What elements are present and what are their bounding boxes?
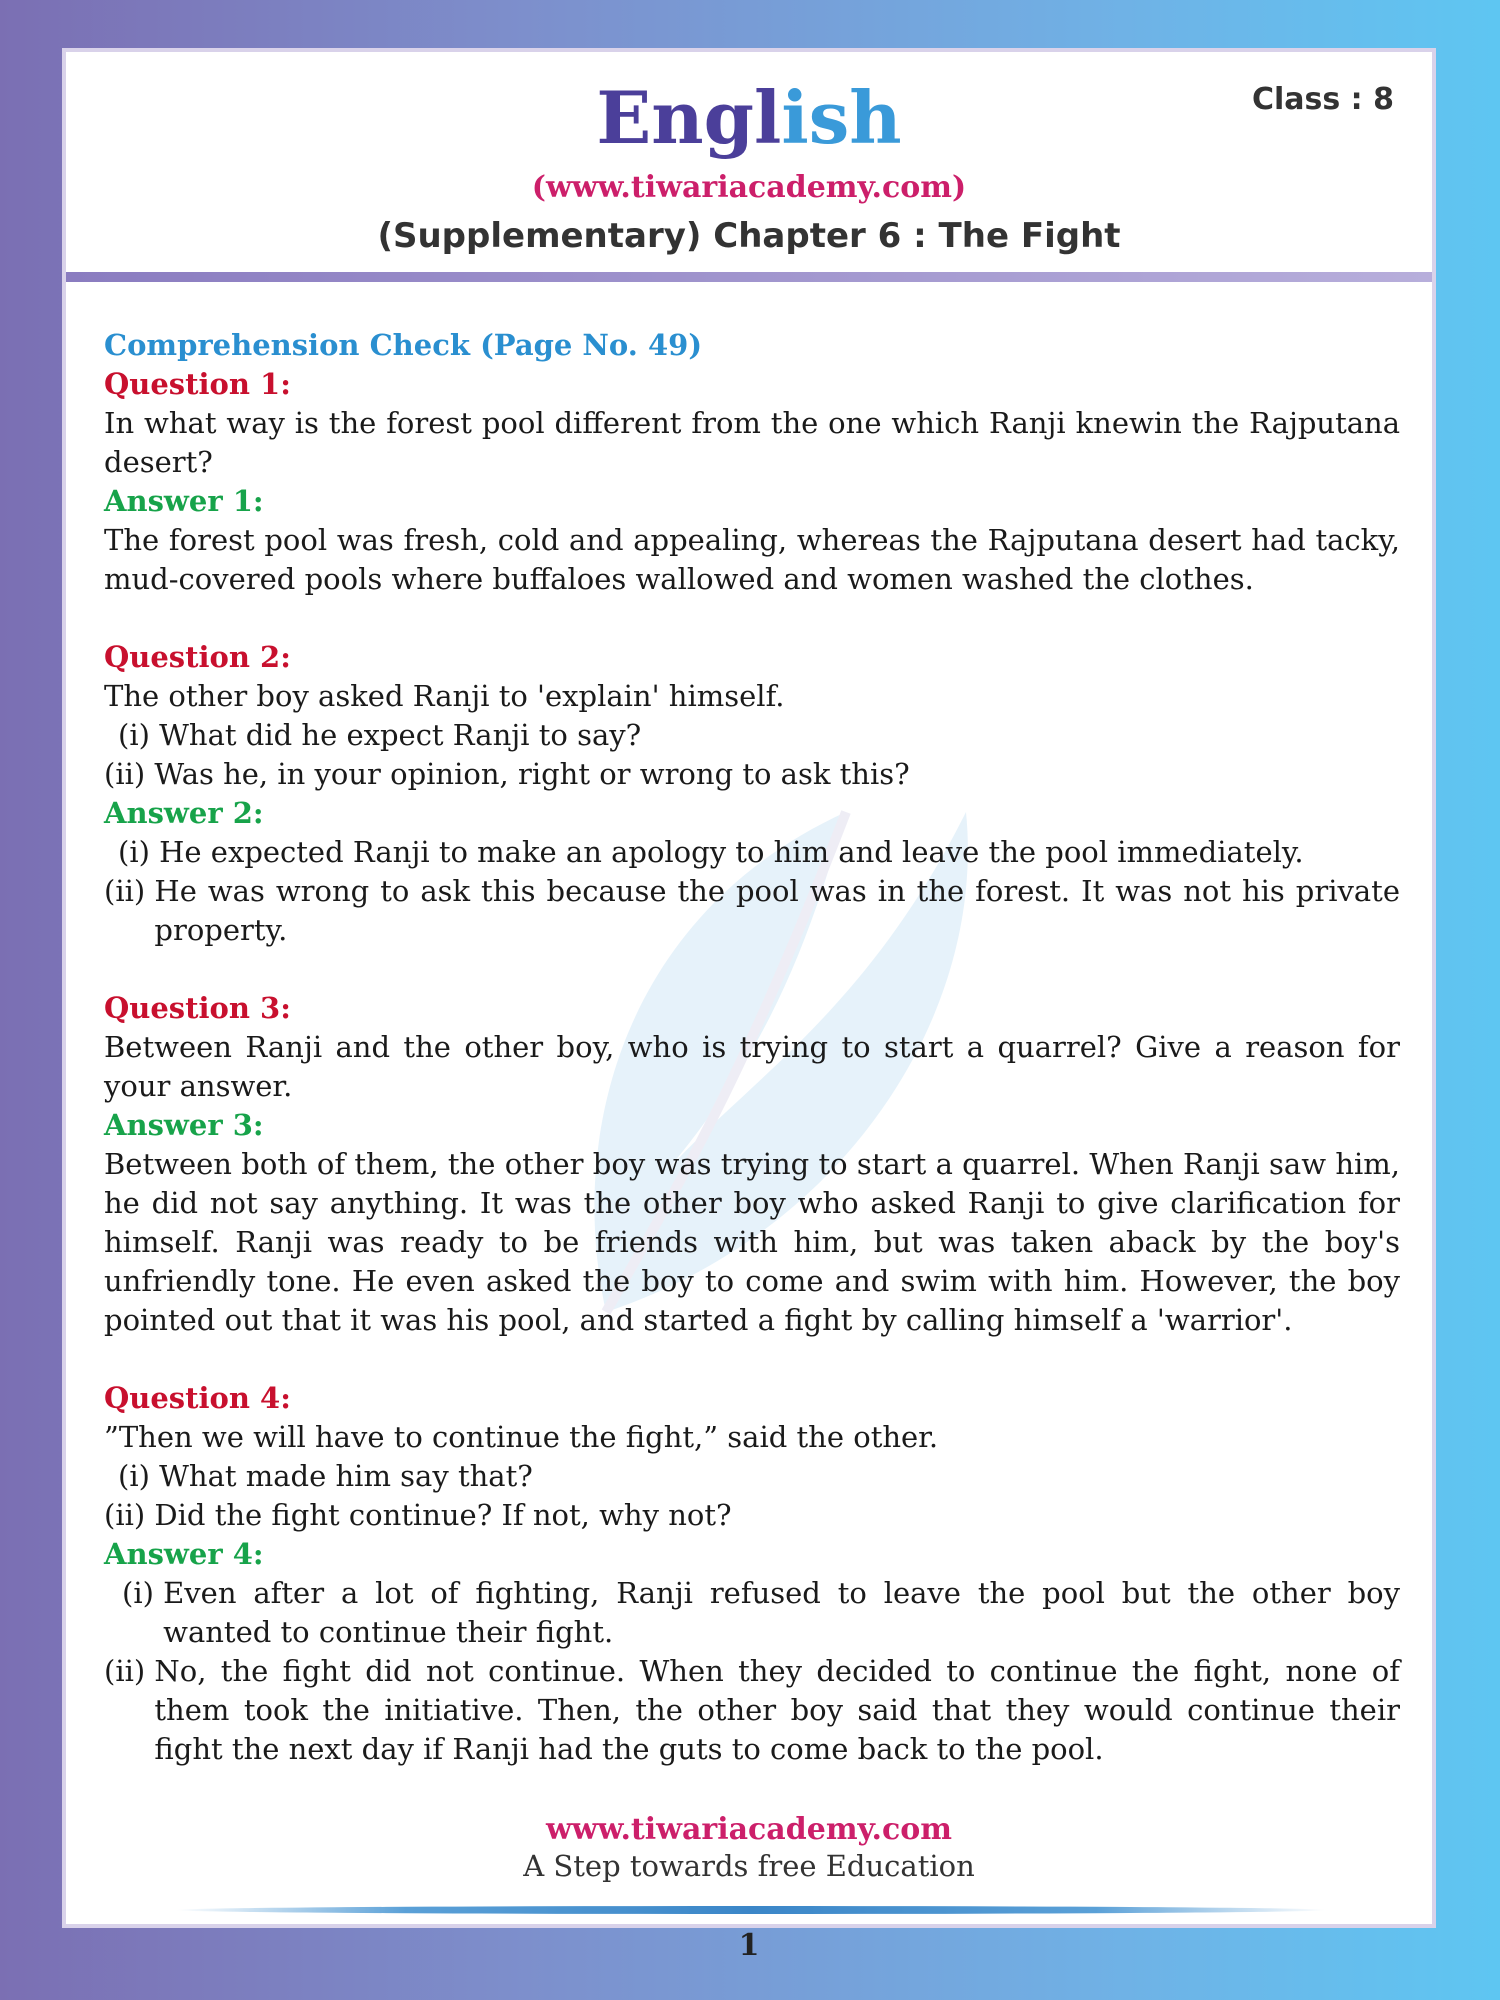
subject-title-part1: Engl [596,75,782,160]
question-block-2 [104,638,1400,950]
question-label: Question 1: [104,367,291,401]
subpart-number: (ii) [104,1654,146,1688]
answer-label: Answer 1: [104,484,264,518]
subpart-text: Did the fight continue? If not, why not? [154,1498,732,1532]
question-text: ”Then we will have to continue the fight,” said the other. [104,1420,939,1454]
subpart-text: Was he, in your opinion, right or wrong to ask this? [154,757,910,791]
page-number: 1 [738,1928,760,1963]
subpart-text: He expected Ranji to make an apology to him and leave the pool immediately. [159,835,1304,869]
page-header [66,52,1432,282]
answer-subpart [104,1574,1400,1652]
answer-label: Answer 4: [104,1537,264,1571]
document-page [62,48,1436,1963]
question-label: Question 4: [104,1381,291,1415]
question-text: In what way is the forest pool different from the one which Ranji knewin the Rajputana desert? [104,406,1400,479]
footer-divider [176,1906,1326,1914]
question-subpart [104,716,1400,755]
answer-text: Between both of them, the other boy was trying to start a quarrel. When Ranji saw him, he did not say anything. It was the other boy who asked Ranji to give clarification for himself. Ranji was ready to be friends with him, but was taken aback by the boy's unfriendly tone. He even asked the boy to come and swim with him. However, the boy pointed out that it was his pool, and started a fight by calling himself a 'warrior'. [104,1147,1400,1337]
header-divider [66,272,1432,282]
subpart-number: (i) [122,1576,154,1610]
header-website-link[interactable]: (www.tiwariacademy.com) [531,170,967,205]
footer-website-link[interactable]: www.tiwariacademy.com [545,1812,953,1847]
subpart-number: (i) [118,1459,150,1493]
subpart-number: (i) [118,718,150,752]
class-label: Class : 8 [1251,82,1394,117]
question-text: The other boy asked Ranji to 'explain' himself. [104,679,785,713]
answer-subpart [104,872,1400,950]
subpart-text: What did he expect Ranji to say? [159,718,642,752]
question-label: Question 3: [104,991,291,1025]
answer-subpart [104,833,1400,872]
subpart-number: (ii) [104,874,146,908]
subpart-text: Even after a lot of fighting, Ranji refused to leave the pool but the other boy wanted to continue their fight. [163,1576,1400,1649]
page-footer [66,1812,1432,1883]
chapter-title: (Supplementary) Chapter 6 : The Fight [377,216,1121,256]
subpart-number: (ii) [104,757,146,791]
subpart-number: (i) [118,835,150,869]
subject-title-part2: ish [781,75,902,160]
subpart-text: No, the fight did not continue. When they decided to continue the fight, none of them took the initiative. Then, the other boy said that they would continue their fight the next day if Ranji had the guts to come back to the pool. [154,1654,1400,1766]
page-content [104,326,1400,1808]
subject-title [66,75,1432,160]
question-subpart [104,755,1400,794]
subpart-text: What made him say that? [159,1459,533,1493]
question-text: Between Ranji and the other boy, who is trying to start a quarrel? Give a reason for your answer. [104,1030,1400,1103]
subpart-number: (ii) [104,1498,146,1532]
question-subpart [104,1457,1400,1496]
section-title: Comprehension Check (Page No. 49) [104,328,703,362]
question-block-3 [104,989,1400,1340]
question-block-4 [104,1379,1400,1769]
question-subpart [104,1496,1400,1535]
question-label: Question 2: [104,640,291,674]
question-block-1 [104,365,1400,599]
answer-label: Answer 3: [104,1108,264,1142]
answer-label: Answer 2: [104,796,264,830]
footer-tagline: A Step towards free Education [523,1849,975,1883]
answer-subpart [104,1652,1400,1769]
subpart-text: He was wrong to ask this because the pool was in the forest. It was not his private property. [154,874,1400,947]
answer-text: The forest pool was fresh, cold and appealing, whereas the Rajputana desert had tacky, mud-covered pools where buffaloes wallowed and women washed the clothes. [104,523,1400,596]
